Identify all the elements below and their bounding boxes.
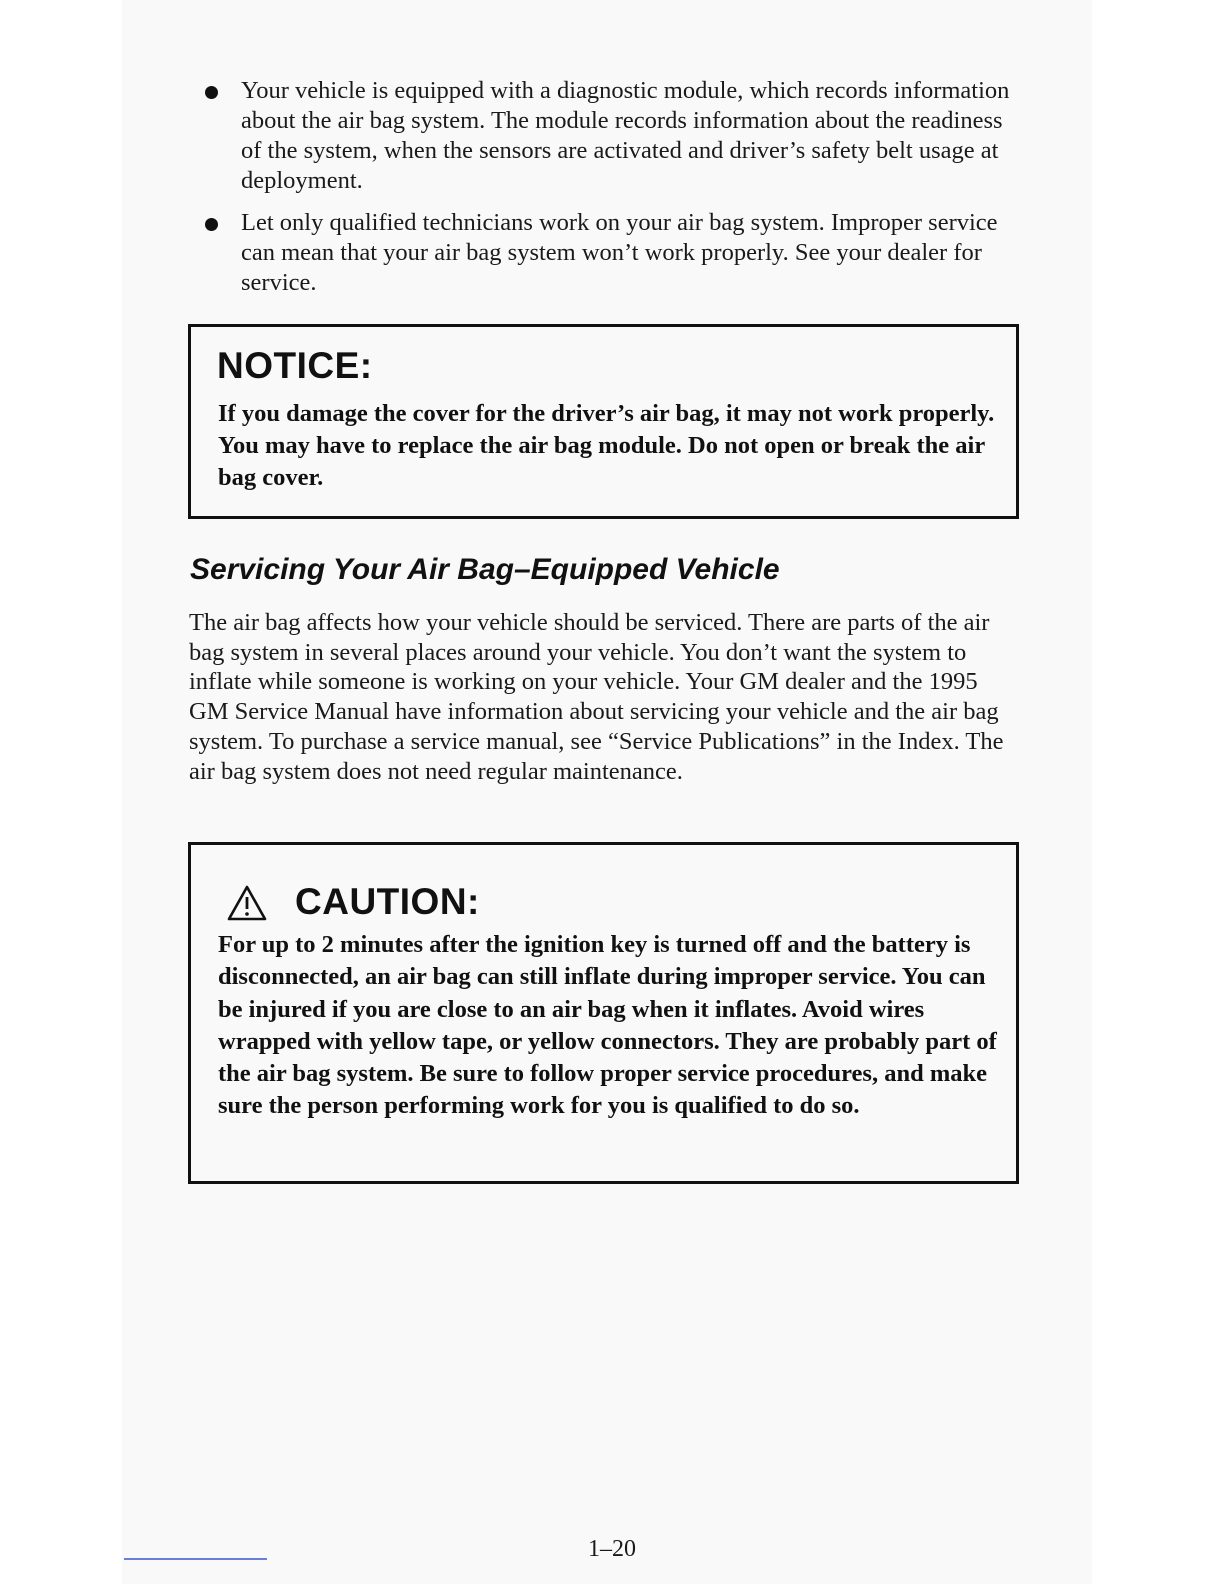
bottom-rule xyxy=(124,1558,267,1560)
bullet-list xyxy=(205,76,1015,310)
bullet-item xyxy=(205,208,1015,298)
caution-box xyxy=(188,842,1019,1184)
section-title: Servicing Your Air Bag–Equipped Vehicle xyxy=(190,553,780,586)
notice-heading: NOTICE: xyxy=(217,345,373,386)
bullet-dot-icon xyxy=(205,86,218,99)
page-number: 1–20 xyxy=(588,1536,636,1562)
caution-heading: CAUTION: xyxy=(295,881,480,922)
bullet-dot-icon xyxy=(205,218,218,231)
bullet-text: Let only qualified technicians work on your air bag system. Improper service can mean that your air bag system won’t work properly. See your dealer for service. xyxy=(241,209,998,296)
notice-text: If you damage the cover for the driver’s air bag, it may not work properly. You may have to replace the air bag module. Do not open or break the air bag cover. xyxy=(218,400,995,491)
bullet-item xyxy=(205,76,1015,196)
warning-triangle-icon xyxy=(227,885,267,921)
section-body: The air bag affects how your vehicle should be serviced. There are parts of the air bag system in several places around your vehicle. You don’t want the system to inflate while someone is working on your vehicle. Your GM dealer and the 1995 GM Service Manual have information about servicing your vehicle and the air bag system. To purchase a service manual, see “Service Publications” in the Index. The air bag system does not need regular maintenance. xyxy=(189,609,1004,785)
bullet-text: Your vehicle is equipped with a diagnostic module, which records information about the air bag system. The module records information about the readiness of the system, when the sensors are activated and driver’s safety belt usage at deployment. xyxy=(241,77,1010,194)
caution-text: For up to 2 minutes after the ignition key is turned off and the battery is disconnected, an air bag can still inflate during improper service. You can be injured if you are close to an air bag when it inflates. Avoid wires wrapped with yellow tape, or yellow connectors. They are probably part of the air bag system. Be sure to follow proper service procedures, and make sure the person performing work for you is qualified to do so. xyxy=(218,931,997,1120)
notice-box xyxy=(188,324,1019,519)
